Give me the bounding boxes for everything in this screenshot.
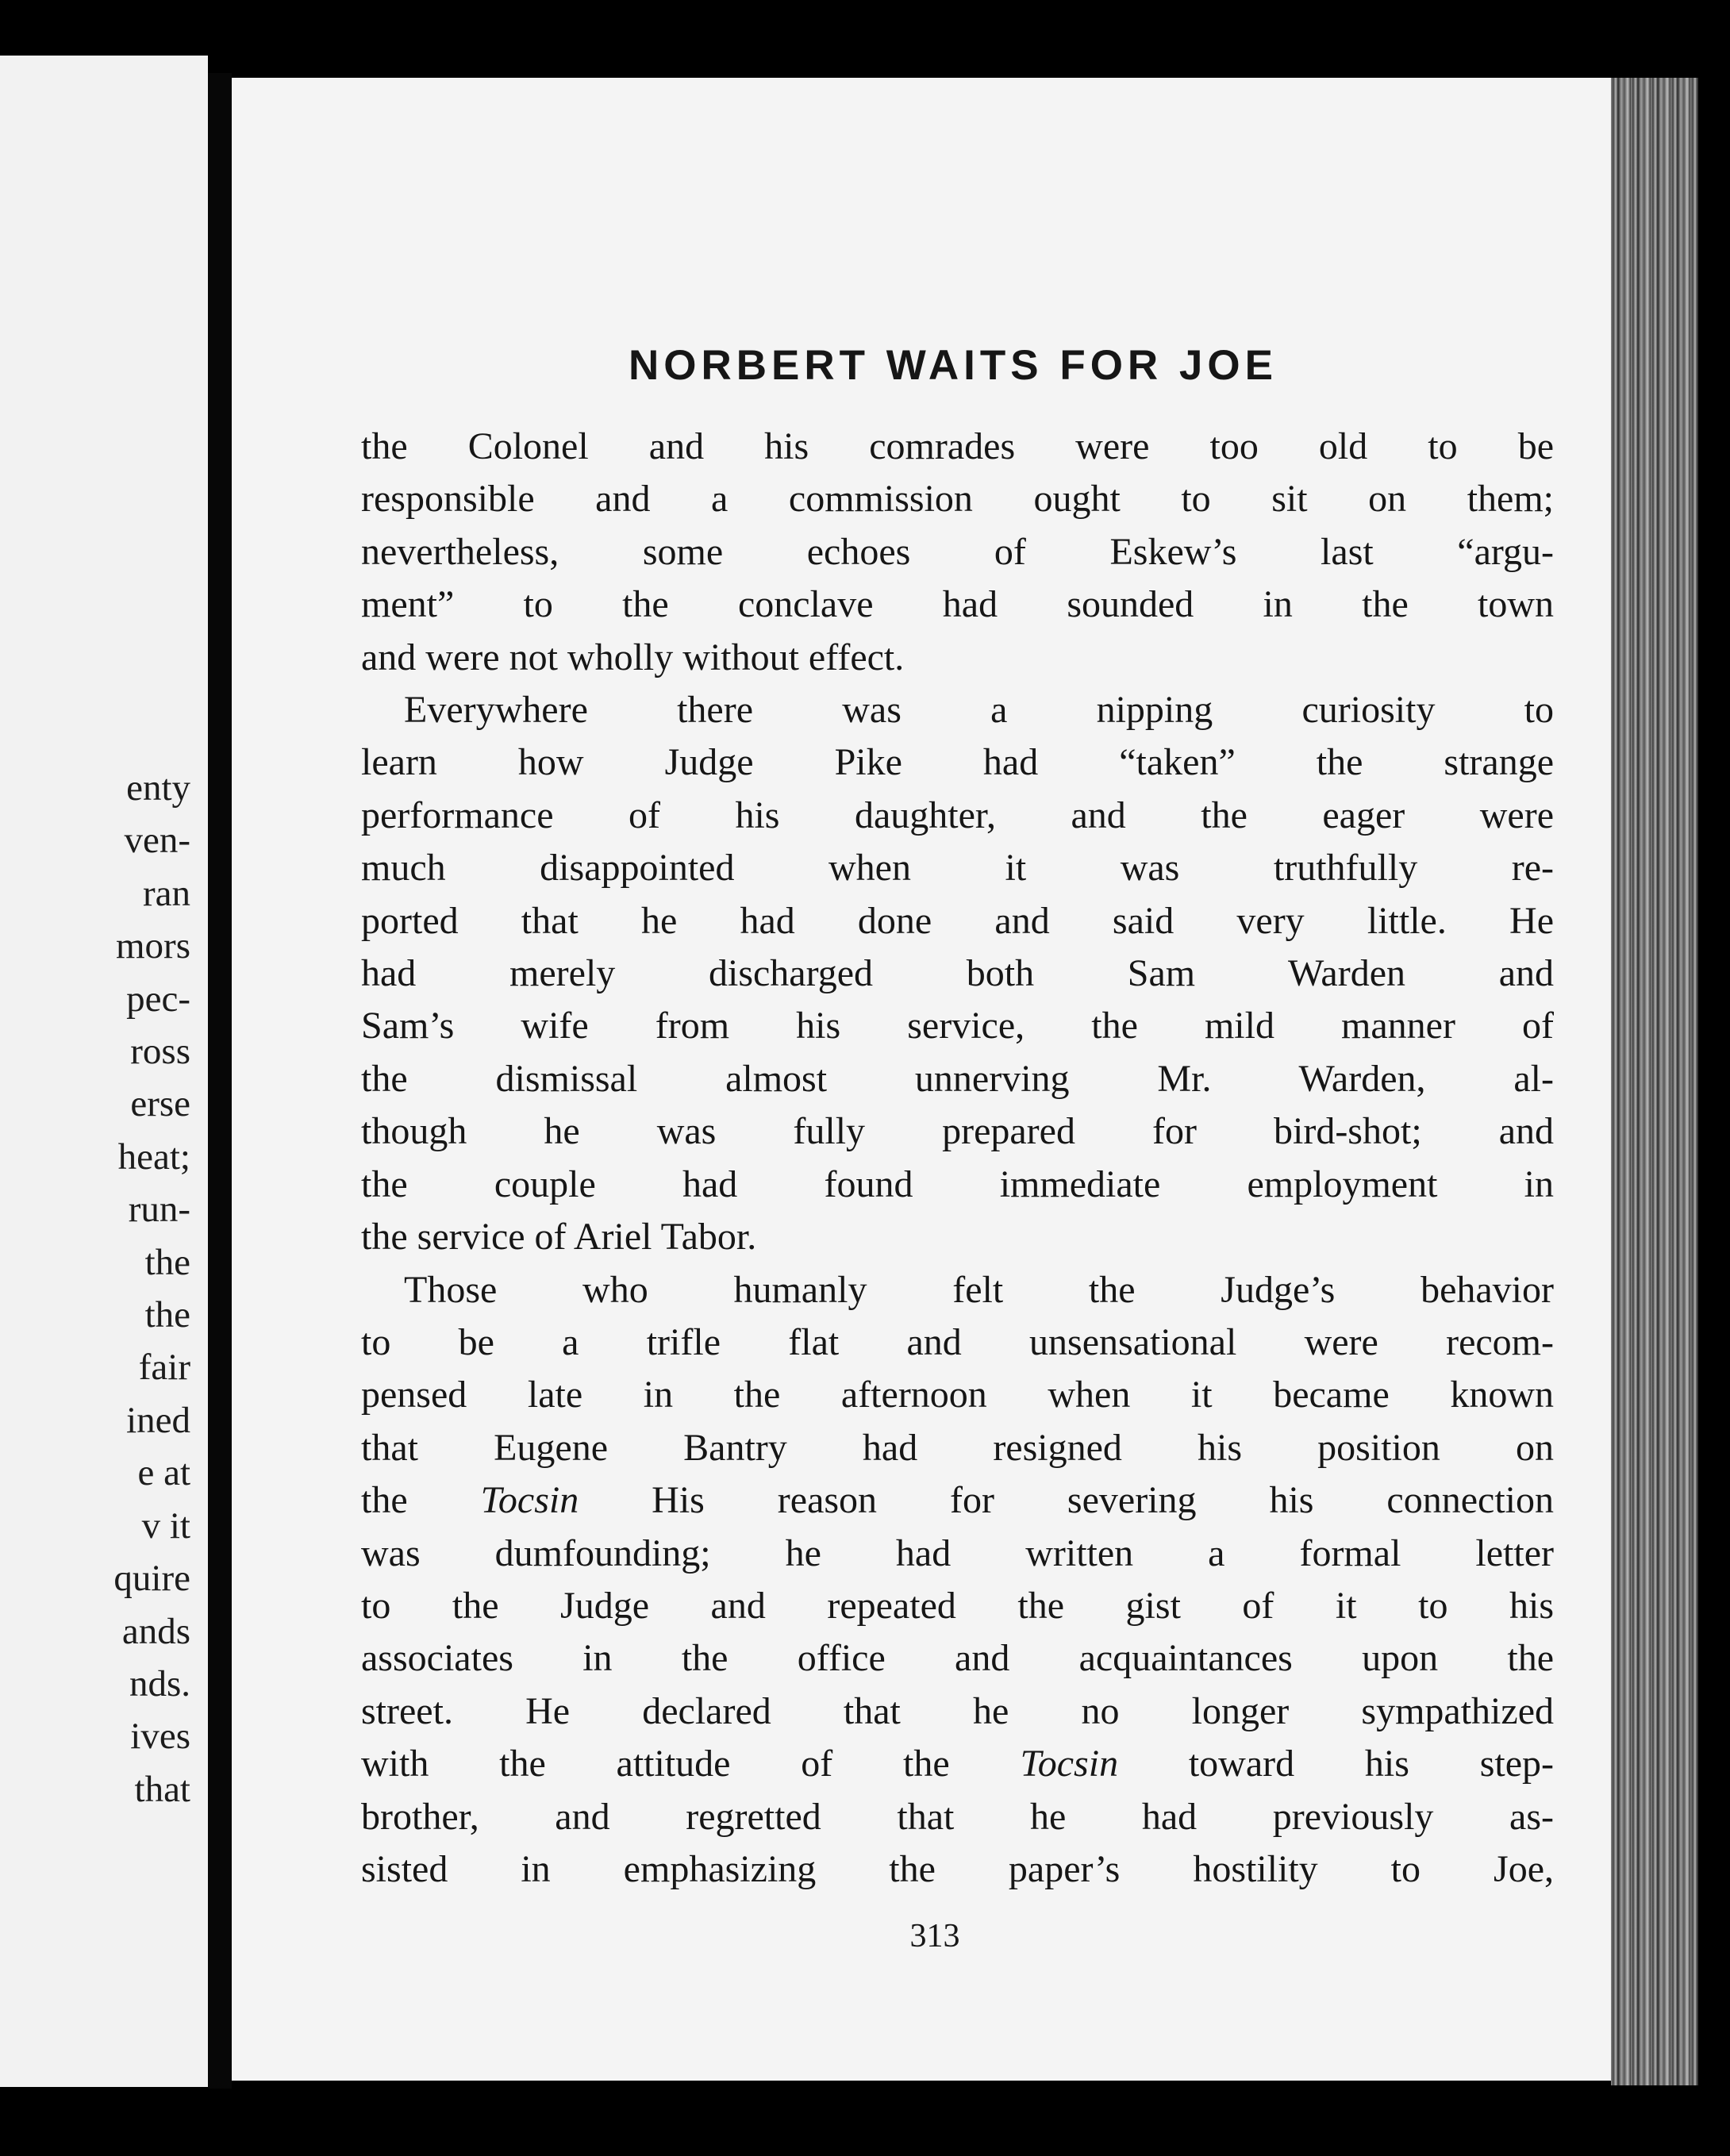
running-head: NORBERT WAITS FOR JOE: [629, 342, 1278, 389]
left-fragment: erse: [130, 1083, 190, 1125]
text-line: learn how Judge Pike had “taken” the strange: [361, 741, 1554, 784]
left-fragment: v it: [141, 1505, 190, 1547]
text-segment: toward his step-: [1188, 1743, 1555, 1785]
left-fragment: ined: [126, 1399, 190, 1441]
left-fragment: ran: [142, 872, 190, 914]
text-line: [361, 1474, 1554, 1527]
text-line: nevertheless, some echoes of Eskew’s last “argu-: [361, 530, 1554, 573]
text-line: had merely discharged both Sam Warden and: [361, 952, 1554, 995]
left-fragment: ands: [121, 1610, 190, 1652]
left-fragment: that: [134, 1768, 190, 1810]
page-number: 313: [909, 1918, 960, 1954]
text-line: to be a trifle flat and unsensational were recom-: [361, 1320, 1554, 1363]
newspaper-title: Tocsin: [1020, 1743, 1119, 1785]
newspaper-title: Tocsin: [480, 1479, 579, 1522]
left-fragment: quire: [113, 1558, 190, 1600]
text-line: ment” to the conclave had sounded in the town: [361, 583, 1554, 626]
left-fragment: nds.: [129, 1662, 190, 1704]
right-page: [232, 78, 1611, 2081]
text-line: the Colonel and his comrades were too old to be: [361, 425, 1554, 467]
text-line: was dumfounding; he had written a formal letter: [361, 1531, 1554, 1574]
paragraph-first-line: Those who humanly felt the Judge’s behavior: [404, 1268, 1554, 1311]
text-line: sisted in emphasizing the paper’s hostility to Joe,: [361, 1847, 1554, 1890]
left-fragment: pec-: [126, 978, 190, 1020]
text-line: pensed late in the afternoon when it became known: [361, 1374, 1554, 1416]
text-line: brother, and regretted that he had previously as-: [361, 1795, 1554, 1838]
text-line: street. He declared that he no longer sympathized: [361, 1689, 1554, 1732]
left-fragment: fair: [138, 1347, 190, 1389]
text-line: performance of his daughter, and the eager were: [361, 794, 1554, 836]
left-fragment: run-: [128, 1189, 190, 1231]
text-line: much disappointed when it was truthfully re-: [361, 847, 1554, 890]
left-fragment: ven-: [124, 820, 190, 862]
left-fragment: the: [144, 1241, 190, 1283]
left-fragment: enty: [126, 767, 190, 809]
text-line: Sam’s wife from his service, the mild manner of: [361, 1005, 1554, 1047]
text-line: responsible and a commission ought to sit on them;: [361, 478, 1554, 521]
text-line: to the Judge and repeated the gist of it to his: [361, 1584, 1554, 1627]
text-line: the couple had found immediate employment in: [361, 1163, 1554, 1205]
text-line: that Eugene Bantry had resigned his position on: [361, 1426, 1554, 1469]
left-fragment: the: [144, 1294, 190, 1336]
page-edges: [1611, 78, 1698, 2085]
text-line: the dismissal almost unnerving Mr. Warden, al-: [361, 1057, 1554, 1100]
text-line: the service of Ariel Tabor.: [361, 1216, 757, 1259]
text-line: and were not wholly without effect.: [361, 636, 905, 678]
text-segment: the: [361, 1479, 408, 1522]
left-page: [0, 56, 208, 2087]
text-line: though he was fully prepared for bird-shot; and: [361, 1110, 1554, 1153]
left-fragment: mors: [116, 925, 190, 967]
left-fragment: ives: [130, 1716, 190, 1758]
left-fragment: e at: [137, 1452, 190, 1494]
body-text: [361, 421, 1554, 1896]
text-segment: His reason for severing his connection: [652, 1479, 1555, 1522]
text-line: [361, 1738, 1554, 1790]
left-fragment: ross: [130, 1031, 190, 1073]
book-gutter: [208, 73, 232, 2089]
paragraph-first-line: Everywhere there was a nipping curiosity to: [404, 689, 1554, 732]
text-line: associates in the office and acquaintances upon the: [361, 1637, 1554, 1680]
left-page-text-fragments: [113, 762, 190, 1816]
left-fragment: heat;: [117, 1136, 190, 1178]
text-segment: with the attitude of the: [361, 1743, 950, 1785]
text-line: ported that he had done and said very little. He: [361, 899, 1554, 942]
